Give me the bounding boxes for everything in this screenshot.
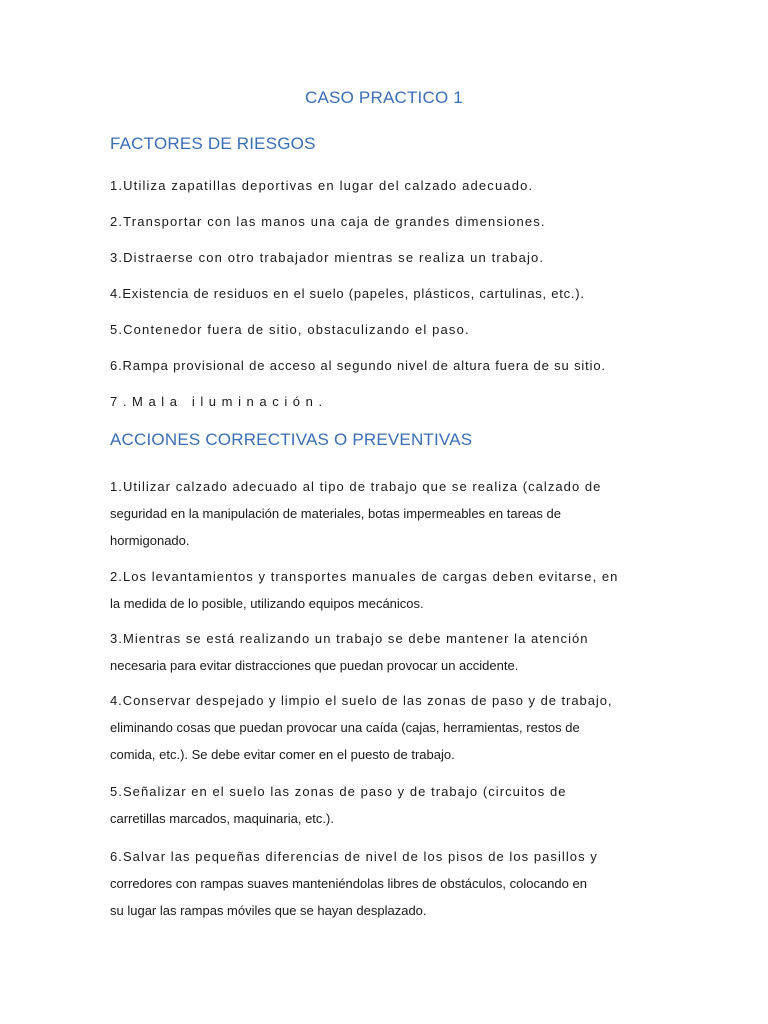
paragraph-line: 5.Señalizar en el suelo las zonas de paso y de trabajo (circuitos de	[110, 784, 567, 799]
paragraph-line: 2.Los levantamientos y transportes manuales de cargas deben evitarse, en	[110, 569, 619, 584]
risk-item: 1.Utiliza zapatillas deportivas en lugar del calzado adecuado.	[110, 178, 534, 193]
paragraph-line: 3.Mientras se está realizando un trabajo se debe mantener la atención	[110, 631, 589, 646]
risks-heading: FACTORES DE RIESGOS	[110, 134, 316, 153]
risk-item: 7.Mala iluminación.	[110, 394, 328, 409]
paragraph-line: 6.Salvar las pequeñas diferencias de nivel de los pisos de los pasillos y	[110, 849, 598, 864]
paragraph-line: necesaria para evitar distracciones que puedan provocar un accidente.	[110, 658, 519, 673]
paragraph-line: 4.Conservar despejado y limpio el suelo de las zonas de paso y de trabajo,	[110, 693, 613, 708]
risk-item: 2.Transportar con las manos una caja de grandes dimensiones.	[110, 214, 546, 229]
paragraph-line: su lugar las rampas móviles que se hayan desplazado.	[110, 903, 427, 918]
paragraph-line: eliminando cosas que puedan provocar una caída (cajas, herramientas, restos de	[110, 720, 580, 735]
actions-heading: ACCIONES CORRECTIVAS O PREVENTIVAS	[110, 430, 473, 449]
paragraph-line: corredores con rampas suaves manteniéndolas libres de obstáculos, colocando en	[110, 876, 587, 891]
page-title: CASO PRACTICO 1	[305, 88, 463, 107]
paragraph-line: carretillas marcados, maquinaria, etc.).	[110, 811, 334, 826]
risk-item: 3.Distraerse con otro trabajador mientras se realiza un trabajo.	[110, 250, 545, 265]
action-paragraph	[110, 778, 650, 832]
paragraph-line: la medida de lo posible, utilizando equipos mecánicos.	[110, 596, 424, 611]
risk-item: 5.Contenedor fuera de sitio, obstaculizando el paso.	[110, 322, 470, 337]
risk-item: 4.Existencia de residuos en el suelo (papeles, plásticos, cartulinas, etc.).	[110, 286, 585, 301]
action-paragraph	[110, 843, 650, 924]
paragraph-line: hormigonado.	[110, 533, 190, 548]
paragraph-line: seguridad en la manipulación de materiales, botas impermeables en tareas de	[110, 506, 561, 521]
paragraph-line: 1.Utilizar calzado adecuado al tipo de trabajo que se realiza (calzado de	[110, 479, 602, 494]
action-paragraph	[110, 687, 650, 768]
risk-item: 6.Rampa provisional de acceso al segundo nivel de altura fuera de su sitio.	[110, 358, 606, 373]
paragraph-line: comida, etc.). Se debe evitar comer en el puesto de trabajo.	[110, 747, 455, 762]
action-paragraph	[110, 563, 650, 617]
action-paragraph	[110, 473, 650, 554]
action-paragraph	[110, 625, 650, 679]
